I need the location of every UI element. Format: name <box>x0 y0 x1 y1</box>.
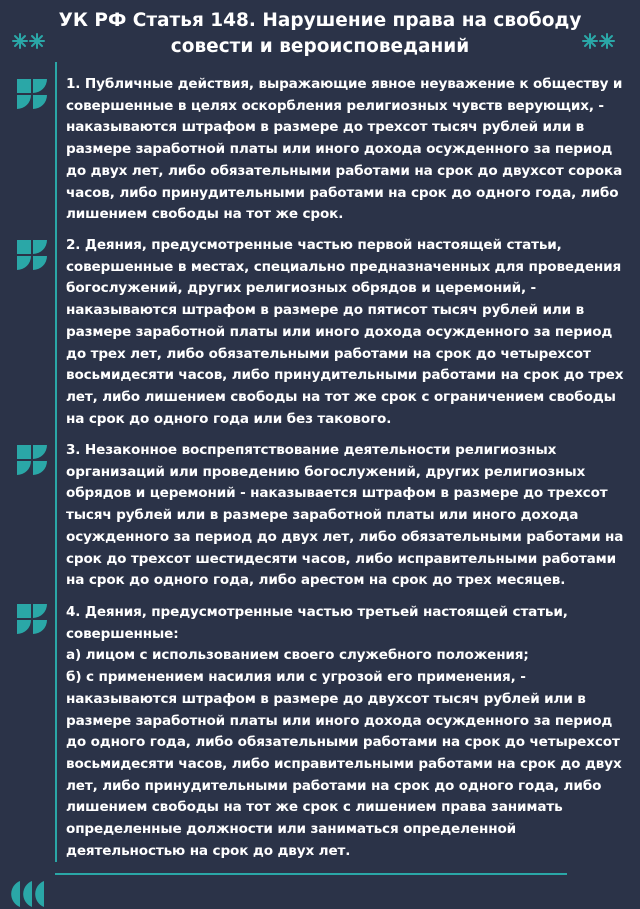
text-line: 1. Публичные действия, выражающие явное неуважение к обществу и <box>66 76 623 92</box>
text-line: лет, либо лишением свободы на тот же срок с ограничением свободы <box>66 388 616 405</box>
text-line: лишением свободы на тот же срок с лишением права занимать <box>66 799 563 816</box>
text-line: наказываются штрафом в размере до трехсот тысяч рублей или в <box>66 119 585 136</box>
text-line: наказываются штрафом в размере до двухсот тысяч рублей или в <box>66 690 586 707</box>
text-line: тысяч рублей или в размере заработной платы или иного дохода <box>66 507 579 524</box>
title-line: совести и вероисповеданий <box>170 36 470 57</box>
text-line: размере заработной платы или иного дохода осужденного за период <box>66 323 613 340</box>
text-line: совершенные в местах, специально предназначенных для проведения <box>66 258 622 275</box>
sparkle-icon <box>12 32 46 50</box>
accent-divider-horizontal <box>55 873 567 875</box>
paragraph-mark-icon <box>15 77 49 111</box>
text-line: на срок до одного года или без такового. <box>66 410 392 427</box>
text-line: восьмидесяти часов, либо исправительными работами на срок до двух <box>66 755 622 772</box>
text-line: а) лицом с использованием своего служебного положения; <box>66 647 529 664</box>
text-line: на срок до одного года, либо арестом на срок до трех месяцев. <box>66 572 566 589</box>
text-line: лишением свободы на тот же срок. <box>66 206 344 223</box>
text-line: лет, либо принудительными работами на срок до одного года, либо <box>66 777 602 794</box>
text-line: совершенные в целях оскорбления религиозных чувств верующих, - <box>66 97 604 114</box>
text-line: организаций или проведению богослужений, других религиозных <box>66 463 586 480</box>
paragraph-mark-icon <box>15 443 49 477</box>
paragraph-mark-icon <box>15 602 49 636</box>
text-line: до трех лет, либо обязательными работами на срок до четырехсот <box>66 345 591 362</box>
article-part-4 <box>66 602 626 862</box>
text-line: 4. Деяния, предусмотренные частью третьей настоящей статьи, <box>66 604 568 620</box>
article-part-2 <box>66 235 626 430</box>
text-line: до одного года, либо обязательными работами на срок до четырехсот <box>66 734 620 751</box>
text-line: до двух лет, либо обязательными работами на срок до двухсот сорока <box>66 162 623 179</box>
text-line: б) с применением насилия или с угрозой его применения, - <box>66 669 526 686</box>
text-line: 3. Незаконное воспрепятствование деятельности религиозных <box>66 442 557 458</box>
quote-icon <box>6 879 50 909</box>
text-line: определенные должности или заниматься определенной <box>66 821 517 838</box>
article-part-3 <box>66 440 626 592</box>
text-line: часов, либо принудительными работами на срок до одного года, либо <box>66 184 619 201</box>
text-line: восьмидесяти часов, либо принудительными работами на срок до трех <box>66 367 624 384</box>
text-line: богослужений, других религиозных обрядов и церемоний, - <box>66 280 537 297</box>
title-line: УК РФ Статья 148. Нарушение права на свободу <box>58 10 582 31</box>
text-line: деятельностью на срок до двух лет. <box>66 842 351 859</box>
text-line: совершенные: <box>66 625 179 642</box>
text-line: 2. Деяния, предусмотренные частью первой настоящей статьи, <box>66 237 562 253</box>
text-line: срок до трехсот шестидесяти часов, либо исправительными работами <box>66 550 616 567</box>
article-part-1 <box>66 74 626 226</box>
text-line: размере заработной платы или иного дохода осужденного за период <box>66 141 613 158</box>
sparkle-icon <box>582 32 616 50</box>
paragraph-mark-icon <box>15 238 49 272</box>
text-line: размере заработной платы или иного дохода осужденного за период <box>66 712 613 729</box>
text-line: обрядов и церемоний - наказывается штрафом в размере до трехсот <box>66 485 608 502</box>
text-line: наказываются штрафом в размере до пятисот тысяч рублей или в <box>66 302 585 319</box>
page-title <box>0 8 640 60</box>
accent-divider-vertical <box>55 62 57 862</box>
text-line: осужденного за период до двух лет, либо обязательными работами на <box>66 528 624 545</box>
